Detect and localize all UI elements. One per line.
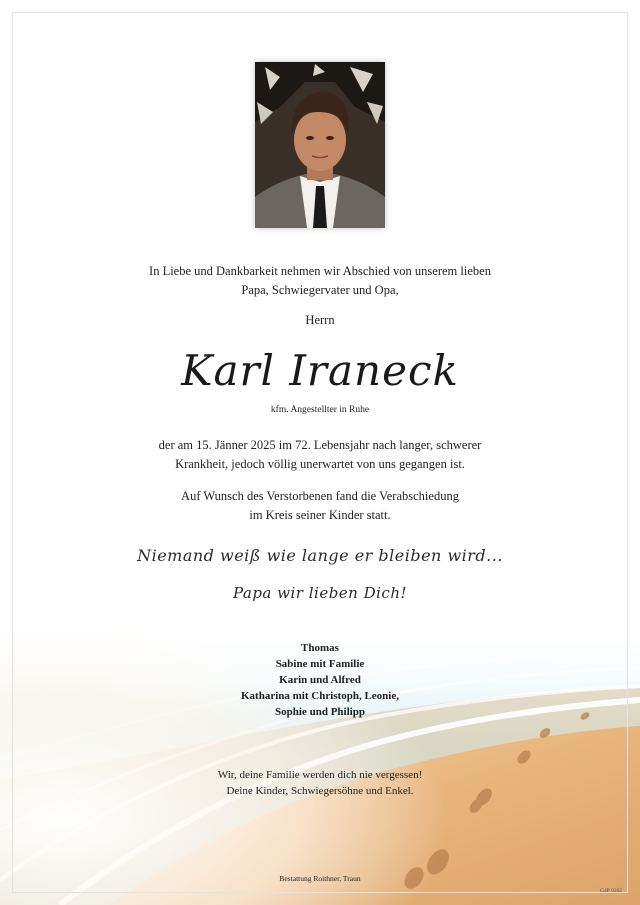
mourner-entry: Thomas bbox=[301, 642, 339, 654]
quote-secondary: Papa wir lieben Dich! bbox=[232, 584, 408, 602]
mourner-entry: Sophie und Philipp bbox=[275, 706, 365, 718]
deceased-name: Karl Iraneck bbox=[181, 346, 459, 395]
farewell-notice bbox=[0, 487, 640, 525]
death-notice-line: der am 15. Jänner 2025 im 72. Lebensjahr nach langer, schwerer bbox=[158, 438, 482, 452]
closing-line: Wir, deine Familie werden dich nie vergessen! bbox=[217, 769, 423, 781]
intro-text bbox=[0, 262, 640, 300]
occupation: kfm. Angestellter in Ruhe bbox=[270, 405, 370, 415]
quote-primary: Niemand weiß wie lange er bleiben wird... bbox=[137, 546, 503, 565]
closing-text bbox=[0, 767, 640, 799]
closing-line: Deine Kinder, Schwiegersöhne und Enkel. bbox=[226, 785, 414, 797]
portrait-photo bbox=[255, 62, 385, 228]
mourner-entry: Katharina mit Christoph, Leonie, bbox=[241, 690, 399, 702]
farewell-line: Auf Wunsch des Verstorbenen fand die Verabschiedung bbox=[181, 489, 459, 503]
intro-line: Papa, Schwiegervater und Opa, bbox=[241, 283, 399, 297]
mourners-list bbox=[0, 640, 640, 720]
intro-line: In Liebe und Dankbarkeit nehmen wir Abschied von unserem lieben bbox=[149, 264, 491, 278]
death-notice bbox=[0, 436, 640, 474]
form-code: G4P 9262 bbox=[600, 888, 622, 894]
death-notice-line: Krankheit, jedoch völlig unerwartet von uns gegangen ist. bbox=[175, 457, 465, 471]
undertaker-credit: Bestattung Roithner, Traun bbox=[279, 874, 361, 883]
mourner-entry: Sabine mit Familie bbox=[275, 658, 365, 670]
salutation: Herrn bbox=[305, 313, 335, 327]
farewell-line: im Kreis seiner Kinder statt. bbox=[249, 508, 391, 522]
mourner-entry: Karin und Alfred bbox=[279, 674, 361, 686]
